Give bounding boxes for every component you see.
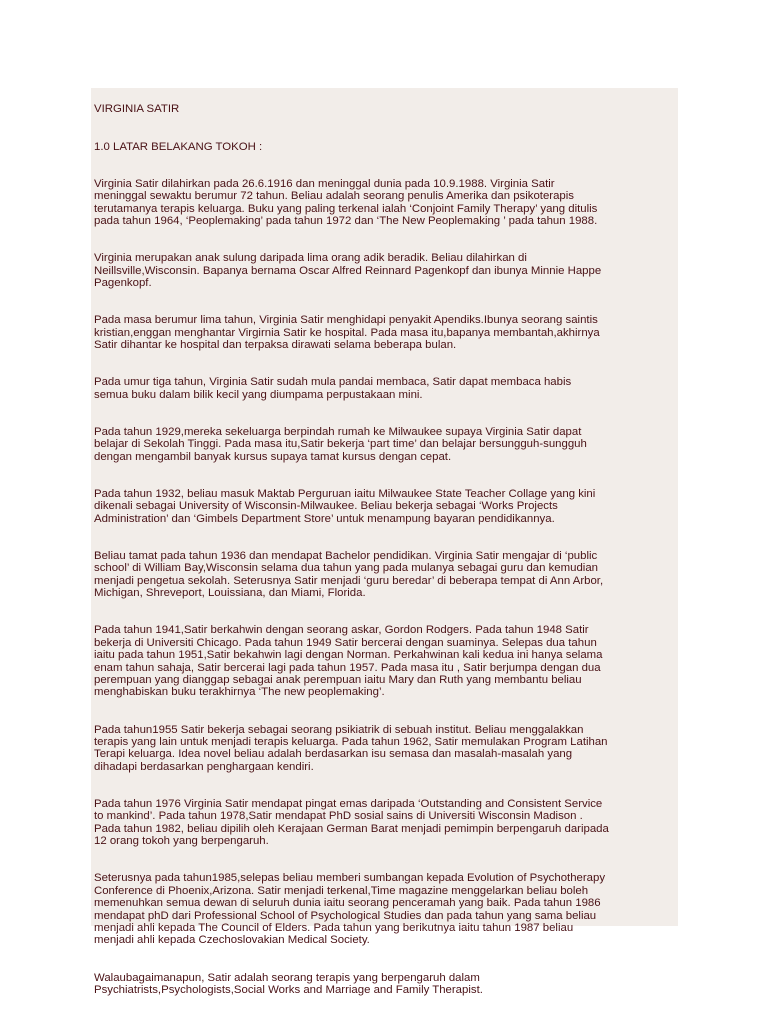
section-heading: 1.0 LATAR BELAKANG TOKOH : (94, 140, 263, 153)
paragraph-2: Virginia merupakan anak sulung daripada lima orang adik beradik. Beliau dilahirkan di Neillsville,Wisconsin. Bapanya bernama Oscar Alfred Reinnard Pagenkopf dan ibunya Minnie Happe Pagenkopf. (94, 252, 602, 290)
document-title: VIRGINIA SATIR (94, 103, 180, 116)
paragraph-9: Pada tahun1955 Satir bekerja sebagai seorang psikiatrik di sebuah institut. Beliau menggalakkan terapis yang lain untuk menjadi terapis keluarga. Pada tahun 1962, Satir memulakan Program Latihan Terapi keluarga. Idea novel beliau adalah berdasarkan isu semasa dan masalah-masalah yang dihadapi berdasarkan penghargaan kendiri. (94, 723, 608, 773)
paragraph-11: Seterusnya pada tahun1985,selepas beliau memberi sumbangan kepada Evolution of Psychotherapy Conference di Phoenix,Arizona. Satir menjadi terkenal,Time magazine menggelarkan beliau boleh memenuhkan semua dewan di seluruh dunia iaitu seorang penceramah yang baik. Pada tahun 1986 mendapat phD dari Professional School of Psychological Studies dan pada tahun yang sama beliau menjadi ahli kepada The Council of Elders. Pada tahun yang berikutnya iaitu tahun 1987 beliau menjadi ahli kepada Czechoslovakian Medical Society. (94, 872, 606, 947)
paragraph-3: Pada masa berumur lima tahun, Virginia Satir menghidapi penyakit Apendiks.Ibunya seorang saintis kristian,enggan menghantar Virgirnia Satir ke hospital. Pada masa itu,bapanya membantah,akhirnya Satir dihantar ke hospital dan terpaksa dirawati selama beberapa bulan. (94, 314, 600, 352)
paragraph-7: Beliau tamat pada tahun 1936 dan mendapat Bachelor pendidikan. Virginia Satir mengajar di ‘public school’ di William Bay,Wisconsin selama dua tahun yang pada mulanya sebagai guru dan kemudian menjadi pengetua sekolah. Seterusnya Satir menjadi ‘guru beredar’ di beberapa tempat di Ann Arbor, Michigan, Shreveport, Louissiana, dan Miami, Florida. (94, 549, 604, 600)
paragraph-5: Pada tahun 1929,mereka sekeluarga berpindah rumah ke Milwaukee supaya Virginia Satir dapat belajar di Sekolah Tinggi. Pada masa itu,Satir bekerja ‘part time’ dan belajar bersungguh-sungguh dengan mengambil banyak kursus supaya tamat kursus dengan cepat. (94, 425, 587, 463)
paragraph-6: Pada tahun 1932, beliau masuk Maktab Perguruan iaitu Milwaukee State Teacher Collage yang kini dikenali sebagai University of Wisconsin-Milwaukee. Beliau bekerja sebagai ‘Works Projects Administration’ dan ‘Gimbels Department Store’ untuk menampung bayaran pendidikannya. (94, 487, 596, 525)
paragraph-10: Pada tahun 1976 Virginia Satir mendapat pingat emas daripada ‘Outstanding and Consistent Service to mankind’. Pada tahun 1978,Satir mendapat PhD sosial sains di Universiti Wisconsin Madison . Pada tahun 1982, beliau dipilih oleh Kerajaan German Barat menjadi pemimpin berpengaruh daripada 12 orang tokoh yang berpengaruh. (94, 797, 609, 848)
paragraph-1: Virginia Satir dilahirkan pada 26.6.1916 dan meninggal dunia pada 10.9.1988. Virginia Satir meninggal sewaktu berumur 72 tahun. Beliau adalah seorang penulis Amerika dan psikoterapis terutamanya terapis keluarga. Buku yang paling terkenal ialah ‘Conjoint Family Therapy’ yang ditulis pada tahun 1964, ‘Peoplemaking’ pada tahun 1972 dan ‘The New Peoplemaking ’ pada tahun 1988. (94, 177, 598, 228)
paragraph-8: Pada tahun 1941,Satir berkahwin dengan seorang askar, Gordon Rodgers. Pada tahun 1948 Satir bekerja di Universiti Chicago. Pada tahun 1949 Satir bercerai dengan suaminya. Selepas dua tahun iaitu pada tahun 1951,Satir bekahwin lagi dengan Norman. Perkahwinan kali kedua ini hanya selama enam tahun sahaja, Satir bercerai lagi pada tahun 1957. Pada masa itu , Satir berjumpa dengan dua perempuan yang dianggap sebagai anak perempuan iaitu Mary dan Ruth yang membantu beliau menghabiskan buku terakhirnya ‘The new peoplemaking’. (94, 624, 603, 699)
document-body (94, 91, 678, 1021)
paragraph-12: Walaubagaimanapun, Satir adalah seorang terapis yang berpengaruh dalam Psychiatrists,Psychologists,Social Works and Marriage and Family Therapist. (94, 971, 483, 997)
paragraph-4: Pada umur tiga tahun, Virginia Satir sudah mula pandai membaca, Satir dapat membaca habis semua buku dalam bilik kecil yang diumpama perpustakaan mini. (94, 376, 572, 401)
